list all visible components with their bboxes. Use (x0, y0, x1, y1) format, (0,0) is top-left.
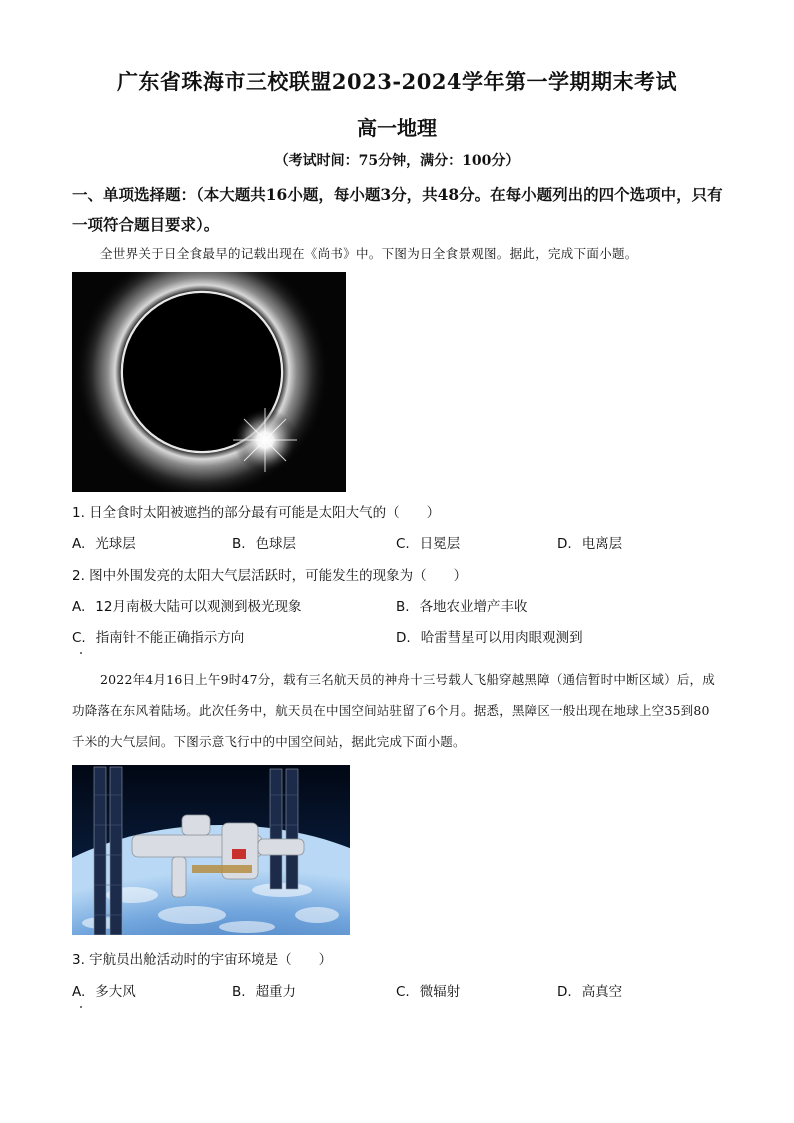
option-letter: D. (396, 630, 411, 646)
q2-option-b[interactable] (396, 598, 528, 616)
q1-option-a[interactable] (72, 535, 136, 553)
group2-passage: 2022年4月16日上午9时47分，载有三名航天员的神舟十三号载人飞船穿越黑障（通信暂时中断区域）后，成功降落在东风着陆场。此次任务中，航天员在中国空间站驻留了6个月。据悉，黑障区一般出现在地球上空35到80千米的大气层间。下图示意飞行中的中国空间站，据此完成下面小题。 (72, 672, 715, 749)
option-text: 12月南极大陆可以观测到极光现象 (95, 599, 302, 615)
q1-option-b[interactable] (232, 535, 296, 553)
option-text: 超重力 (255, 984, 297, 1000)
q3-option-c[interactable] (396, 983, 460, 1001)
option-letter: A. (72, 536, 86, 552)
q3-option-a[interactable] (72, 983, 136, 1001)
q1-option-c[interactable] (396, 535, 460, 553)
q2-option-c[interactable] (72, 629, 244, 647)
option-letter: C. (396, 984, 410, 1000)
option-text: 光球层 (95, 536, 136, 552)
option-text: 日冕层 (419, 536, 461, 552)
option-text: 高真空 (581, 984, 623, 1000)
margin-dot (80, 652, 82, 654)
option-text: 电离层 (581, 536, 623, 552)
q3-option-d[interactable] (557, 983, 622, 1001)
question-1: 1. 日全食时太阳被遮挡的部分最有可能是太阳大气的（ ） (72, 505, 441, 521)
option-text: 各地农业增产丰收 (419, 599, 528, 615)
option-letter: C. (72, 630, 86, 646)
option-text: 指南针不能正确指示方向 (95, 630, 245, 646)
exam-info: （考试时间：75分钟，满分：100分） (274, 153, 520, 169)
question-3: 3. 宇航员出舱活动时的宇宙环境是（ ） (72, 952, 333, 968)
option-letter: A. (72, 599, 86, 615)
option-letter: B. (232, 536, 246, 552)
exam-title: 广东省珠海市三校联盟2023-2024学年第一学期期末考试 (116, 69, 678, 94)
space-station-image (72, 765, 350, 935)
q3-option-b[interactable] (232, 983, 296, 1001)
option-text: 色球层 (255, 536, 297, 552)
q1-option-d[interactable] (557, 535, 622, 553)
option-text: 哈雷彗星可以用肉眼观测到 (420, 630, 583, 646)
option-letter: A. (72, 984, 86, 1000)
q2-option-d[interactable] (396, 629, 583, 647)
option-text: 多大风 (95, 984, 136, 1000)
option-letter: D. (557, 536, 572, 552)
option-letter: B. (232, 984, 246, 1000)
option-text: 微辐射 (419, 984, 461, 1000)
subject-title: 高一地理 (357, 116, 437, 140)
margin-dot (80, 1006, 82, 1008)
option-letter: C. (396, 536, 410, 552)
option-letter: D. (557, 984, 572, 1000)
group1-intro: 全世界关于日全食最早的记载出现在《尚书》中。下图为日全食景观图。据此，完成下面小题。 (100, 246, 638, 261)
solar-eclipse-graphic (72, 272, 346, 492)
q2-option-a[interactable] (72, 598, 301, 616)
question-2: 2. 图中外围发亮的太阳大气层活跃时，可能发生的现象为（ ） (72, 568, 468, 584)
section-heading: 一、单项选择题：（本大题共16小题，每小题3分，共48分。在每小题列出的四个选项中，只有一项符合题目要求）。 (72, 185, 723, 234)
option-letter: B. (396, 599, 410, 615)
space-station-graphic (72, 765, 350, 935)
solar-eclipse-image (72, 272, 346, 492)
